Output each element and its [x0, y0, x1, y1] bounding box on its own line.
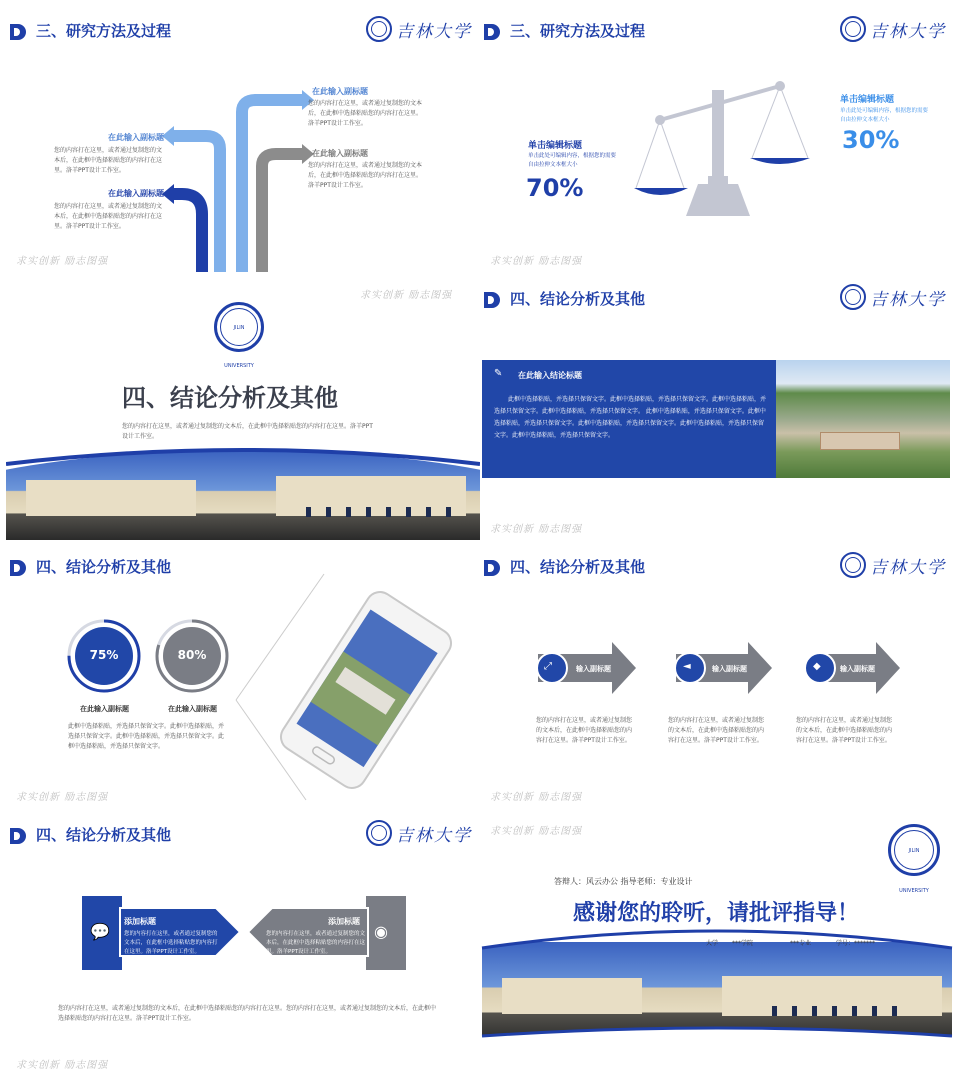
- motto: 求实创新 励志图强: [490, 524, 583, 535]
- motto: 求实创新 励志图强: [16, 792, 109, 803]
- university-logo: 吉林大学: [366, 820, 472, 846]
- slide-title: 四、结论分析及其他: [36, 558, 172, 576]
- thanks-text: 感谢您的聆听，请批评指导！: [572, 901, 859, 926]
- university-logo: 吉林大学: [366, 16, 472, 42]
- university-logo: 吉林大学: [840, 552, 946, 578]
- slide-1[interactable]: 三、研究方法及过程 吉林大学 在此输入副标题 您的内容打在这里，或者通过复制您的文本后，在此框中选择粘贴您的内容打在这里。洛羊PPT设计工作室。 在此输入副标题 您的内容打在这里，或者通过复制您的文本后，在此框中选择粘贴您的内容打在这里。洛羊PPT设计工作室。 在此输入副标题 您的内容打在这里，或者通过复制您的文本后，在此框中选择粘贴您的内容打在这里。洛羊PPT设计工作室。 在此输入副标题 您的内容打在这里，或者通过复制您的文本后，在此框中选择粘贴您的内容打在这里。洛羊PPT设计工作室。 求实创新 励志图强: [6, 4, 480, 272]
- slide-5[interactable]: 四、结论分析及其他 75% 80% 在此输入副标题 在此输入副标题 此框中选择粘贴，并选择只保留文字。此框中选择粘贴，并选择只保留文字。此框中选择粘贴，并选择只保留文字。此框中选择粘贴，并选择只保留文字。 求实创新 励志图强: [6, 540, 480, 808]
- slide-title: 四、结论分析及其他: [510, 558, 646, 576]
- slide-8[interactable]: 求实创新 励志图强 JILIN UNIVERSITY 答辩人：风云办公 指导老师：专业设计 感谢您的聆听，请批评指导！ 大学 ***学院 ***专业 学号：*******: [480, 808, 954, 1076]
- ring-80: 80%: [177, 648, 207, 662]
- percent-left: 70%: [526, 174, 584, 202]
- conclusion-panel: ✎ 在此输入结论标题 此框中选择粘贴，并选择只保留文字。此框中选择粘贴，并选择只保留文字。此框中选择粘贴，并选择只保留文字。此框中选择粘贴，并选择只保留文字。 此框中选择粘贴，并选择只保留文字。此框中选择粘贴，并选择只保留文字。此框中选择粘贴，并选择只保留文字。此框中选择粘贴，并选择只保留文字。此框中选择粘贴，并选择只保留文字。: [482, 360, 776, 478]
- arrow-shapes: [480, 540, 954, 808]
- university-logo: 吉林大学: [840, 284, 946, 310]
- slide-4[interactable]: [480, 272, 954, 540]
- university-seal-icon: JILIN UNIVERSITY: [888, 824, 940, 876]
- tag-icon: ◆: [813, 661, 821, 672]
- slide-2[interactable]: 三、研究方法及过程 吉林大学 单击编辑标题 单击此处可编辑内容，根据您的需要自由拉伸文本框大小 70% 单击编辑标题 单击此处可编辑内容，根据您的需要自由拉伸文本框大小 30% 求实创新 励志图强: [480, 4, 954, 272]
- percent-right: 30%: [842, 126, 900, 154]
- slide-3[interactable]: 求实创新 励志图强 JILIN UNIVERSITY 四、结论分析及其他 您的内容打在这里，或者通过复制您的文本后，在此框中选择粘贴您的内容打在这里。洛羊PPT设计工作室。: [6, 272, 480, 540]
- slide-7[interactable]: 四、结论分析及其他 吉林大学 💬 ◉ 添加标题 您的内容打在这里，或者通过复制您的文本后，在此框中选择粘贴您的内容打在这里。洛羊PPT设计工作室。 添加标题 您的内容打在这里，或者通过复制您的文本后，在此框中选择粘贴您的内容打在这里。洛羊PPT设计工作室。 您的内容打在这里，或者通过复制您的文本后，在此框中选择粘贴您的内容打在这里。您的内容打在这里，或者通过复制您的文本后，在此框中选择粘贴您的内容打在这里。洛羊PPT设计工作室。 求实创新 励志图强: [6, 808, 480, 1076]
- flag-icon: ✎: [494, 368, 503, 379]
- motto: 求实创新 励志图强: [16, 1060, 109, 1071]
- slide-title: 四、结论分析及其他: [510, 290, 646, 308]
- megaphone-icon: ◄: [683, 661, 691, 672]
- campus-gate-photo: [776, 360, 950, 478]
- slide-title: 三、研究方法及过程: [36, 22, 172, 40]
- slide-title: 四、结论分析及其他: [36, 826, 172, 844]
- seal-icon: [840, 284, 866, 310]
- ring-75: 75%: [89, 648, 119, 662]
- section-icon: [484, 292, 500, 308]
- wave-divider: [6, 442, 480, 482]
- section-title: 四、结论分析及其他: [122, 384, 338, 412]
- weibo-icon: ◉: [374, 922, 388, 941]
- motto: 求实创新 励志图强: [16, 256, 109, 267]
- share-icon: ⤢: [544, 661, 552, 672]
- motto: 求实创新 励志图强: [360, 290, 453, 301]
- item-left-top: 在此输入副标题: [108, 133, 164, 142]
- slide-6[interactable]: 四、结论分析及其他 吉林大学 ⤢ ◄ ◆ 输入副标题 输入副标题 输入副标题 您的内容打在这里，或者通过复制您的文本后，在此框中选择粘贴您的内容打在这里。洛羊PPT设计工作室。 您的内容打在这里，或者通过复制您的文本后，在此框中选择粘贴您的内容打在这里。洛羊PPT设计工作室。 您的内容打在这里，或者通过复制您的文本后，在此框中选择粘贴您的内容打在这里。洛羊PPT设计工作室。 求实创新 励志图强: [480, 540, 954, 808]
- university-seal-icon: JILIN UNIVERSITY: [214, 302, 264, 352]
- phone-graphic: [6, 540, 480, 808]
- university-logo: 吉林大学: [840, 16, 946, 42]
- motto: 求实创新 励志图强: [490, 256, 583, 267]
- motto: 求实创新 励志图强: [490, 792, 583, 803]
- motto: 求实创新 励志图强: [490, 826, 583, 837]
- double-arrow-shapes: [6, 808, 480, 1076]
- chat-icon: 💬: [90, 922, 110, 941]
- defender-info: 答辩人：风云办公 指导老师：专业设计: [554, 877, 693, 886]
- slide-title: 三、研究方法及过程: [510, 22, 646, 40]
